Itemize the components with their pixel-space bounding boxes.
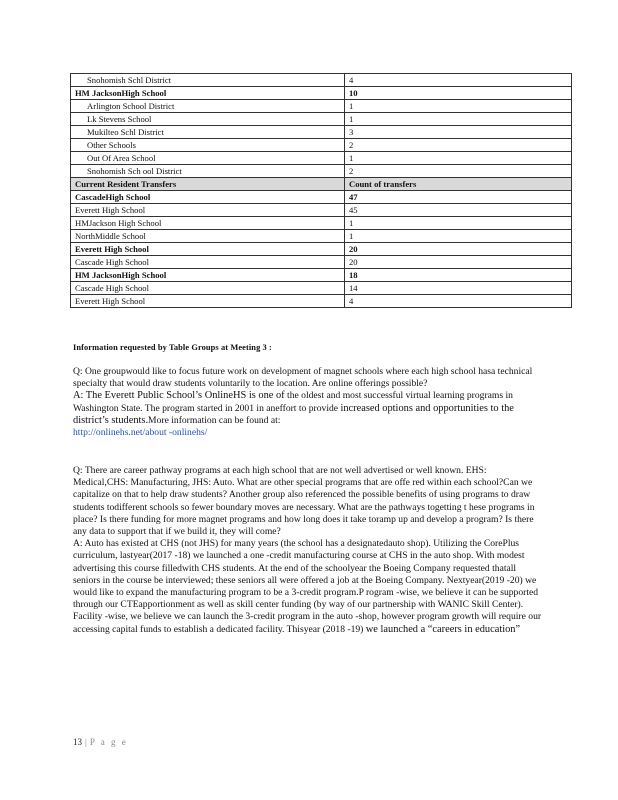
answer-text-intro: A: The Everett Public School’s OnlineHS is one of	[73, 390, 285, 402]
school-cell: NorthMiddle School	[71, 230, 345, 243]
school-cell: Out Of Area School	[71, 152, 345, 165]
school-cell: CascadeHigh School	[71, 191, 345, 204]
school-cell: HMJackson High School	[71, 217, 345, 230]
table-row	[71, 113, 572, 126]
question-text: Q: One groupwould like to focus future work on development of magnet schools where each high school hasa technical specialty that would draw students voluntarily to the location. Are online offerings possible?	[73, 366, 533, 390]
qa-career-pathways	[73, 465, 543, 636]
page-label: P a g e	[89, 737, 128, 747]
school-cell: Mukilteo Schl District	[71, 126, 345, 139]
count-cell: 1	[345, 152, 572, 165]
table-row	[71, 256, 572, 269]
count-cell: 1	[345, 230, 572, 243]
transfers-table-body	[71, 74, 572, 308]
school-cell: Cascade High School	[71, 256, 345, 269]
school-cell: Everett High School	[71, 204, 345, 217]
answer-text: A: Auto has existed at CHS (not JHS) for many years (the school has a designatedauto shop). Utilizing the CorePlus curriculum, lastyear(2017 -18) we launched a one -credit manufacturing course at CHS in the auto shop. With modest advertising this course filledwith CHS students. At the end of the schoolyear the Boeing Company requested thatall seniors in the course be interviewed; these seniors all were offered a job at the Boeing Company. Nextyear(2019 -20) we would like to expand the manufacturing program to be a 3-credit program.P rogram -wise, we believe it can be supported through our CTEapportionment as well as skill center funding (by way of our partnership with WANIC Skill Center). Facility -wise, we believe we can launch the 3-credit program in the auto -shop, however program growth will require our accessing capital funds to establish a dedicated facility. Thisyear (2018 -19)	[73, 538, 542, 635]
school-cell: Cascade High School	[71, 282, 345, 295]
answer-text-end: we launched a “careers in education”	[365, 623, 521, 635]
qa-online-offerings	[73, 366, 543, 439]
table-row	[71, 139, 572, 152]
transfers-table	[70, 73, 572, 308]
count-cell: 18	[345, 269, 572, 282]
table-row	[71, 295, 572, 308]
table-row	[71, 100, 572, 113]
table-row	[71, 217, 572, 230]
table-row	[71, 165, 572, 178]
count-cell: 20	[345, 256, 572, 269]
school-cell: Current Resident Transfers	[71, 178, 345, 191]
school-cell: Snohomish Sch ool District	[71, 165, 345, 178]
table-row	[71, 74, 572, 87]
school-cell: Lk Stevens School	[71, 113, 345, 126]
table-row	[71, 152, 572, 165]
answer-text-body: the oldest and most successful virtual learning programs in Washington State. The program started in 2001 in aneffort to provide	[73, 390, 513, 414]
count-cell: 4	[345, 74, 572, 87]
table-row	[71, 230, 572, 243]
school-cell: Other Schools	[71, 139, 345, 152]
section-heading: Information requested by Table Groups at Meeting 3 :	[73, 343, 272, 352]
count-cell: 10	[345, 87, 572, 100]
school-cell: Everett High School	[71, 243, 345, 256]
count-cell: Count of transfers	[345, 178, 572, 191]
table-row	[71, 269, 572, 282]
question-text: Q: There are career pathway programs at each high school that are not well advertised or well known. EHS: Medical,CHS: Manufacturing, JHS: Auto. What are other special programs that are offe red within each school?Can we capitalize on that to help draw students? Another group also referenced the possible benefits of using programs to draw students todifferent schools so fewer boundary moves are necessary. What are the pathways togetting t hese programs in place? Is there funding for more magnet programs and how long does it take toramp up and develop a program? Is there any data to support that if we build it, they will come?	[73, 465, 535, 538]
table-row	[71, 204, 572, 217]
count-cell: 3	[345, 126, 572, 139]
page-footer	[73, 737, 128, 747]
answer-text-emphasis: increased options and opportunities to the district’s students.	[73, 402, 514, 426]
answer-text-more: More information can be found at:	[148, 414, 281, 426]
count-cell: 14	[345, 282, 572, 295]
table-row	[71, 126, 572, 139]
page-number: 13	[73, 737, 82, 747]
table-row	[71, 87, 572, 100]
count-cell: 2	[345, 165, 572, 178]
count-cell: 4	[345, 295, 572, 308]
school-cell: Snohomish Schl District	[71, 74, 345, 87]
count-cell: 2	[345, 139, 572, 152]
table-row	[71, 243, 572, 256]
table-row	[71, 282, 572, 295]
footer-separator: |	[85, 737, 87, 747]
count-cell: 1	[345, 100, 572, 113]
count-cell: 1	[345, 113, 572, 126]
count-cell: 1	[345, 217, 572, 230]
count-cell: 47	[345, 191, 572, 204]
school-cell: HM JacksonHigh School	[71, 269, 345, 282]
table-header-row	[71, 178, 572, 191]
school-cell: HM JacksonHigh School	[71, 87, 345, 100]
count-cell: 45	[345, 204, 572, 217]
table-row	[71, 191, 572, 204]
school-cell: Everett High School	[71, 295, 345, 308]
count-cell: 20	[345, 243, 572, 256]
onlinehs-link[interactable]: http://onlinehs.net/about -onlinehs/	[73, 427, 208, 439]
school-cell: Arlington School District	[71, 100, 345, 113]
